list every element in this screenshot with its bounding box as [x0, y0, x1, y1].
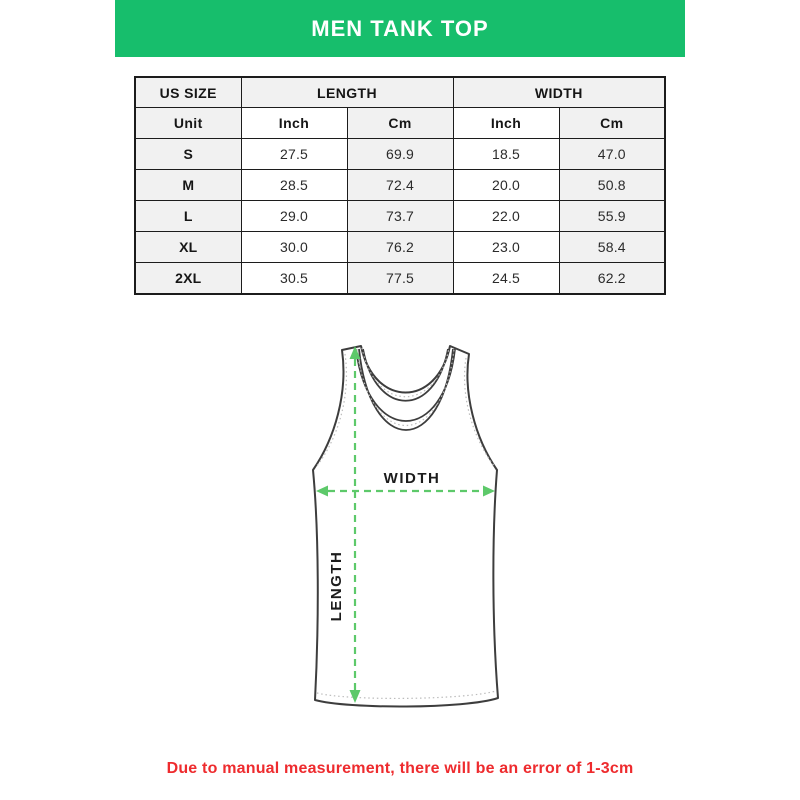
unit-header-cell: Unit: [135, 108, 241, 139]
width-inch-header-cell: Inch: [453, 108, 559, 139]
size-cell: S: [135, 139, 241, 170]
length-label: LENGTH: [328, 550, 345, 622]
width-cm-cell: 50.8: [559, 170, 665, 201]
width-cm-header-cell: Cm: [559, 108, 665, 139]
table-row-l: [135, 201, 665, 232]
table-row-s: [135, 139, 665, 170]
length-cm-cell: 77.5: [347, 263, 453, 295]
table-row-2xl: [135, 263, 665, 295]
col-header-length: LENGTH: [241, 77, 453, 108]
size-cell: M: [135, 170, 241, 201]
width-inch-cell: 18.5: [453, 139, 559, 170]
length-cm-cell: 76.2: [347, 232, 453, 263]
page-title: MEN TANK TOP: [311, 15, 489, 41]
length-inch-cell: 27.5: [241, 139, 347, 170]
length-inch-cell: 29.0: [241, 201, 347, 232]
size-cell: 2XL: [135, 263, 241, 295]
size-cell: XL: [135, 232, 241, 263]
width-cm-cell: 55.9: [559, 201, 665, 232]
table-group-header-row: [135, 77, 665, 108]
measurement-disclaimer: Due to manual measurement, there will be an error of 1-3cm: [166, 760, 634, 777]
width-inch-cell: 22.0: [453, 201, 559, 232]
length-cm-cell: 73.7: [347, 201, 453, 232]
length-cm-cell: 72.4: [347, 170, 453, 201]
width-cm-cell: 58.4: [559, 232, 665, 263]
length-cm-cell: 69.9: [347, 139, 453, 170]
col-header-us-size: US SIZE: [135, 77, 241, 108]
length-inch-cell: 28.5: [241, 170, 347, 201]
measurement-diagram: [270, 333, 540, 725]
length-cm-header-cell: Cm: [347, 108, 453, 139]
size-chart-table: [134, 76, 666, 295]
length-inch-cell: 30.5: [241, 263, 347, 295]
table-row-xl: [135, 232, 665, 263]
width-inch-cell: 23.0: [453, 232, 559, 263]
width-label: WIDTH: [383, 470, 441, 487]
width-inch-cell: 20.0: [453, 170, 559, 201]
length-inch-cell: 30.0: [241, 232, 347, 263]
width-cm-cell: 47.0: [559, 139, 665, 170]
size-cell: L: [135, 201, 241, 232]
width-inch-cell: 24.5: [453, 263, 559, 295]
title-banner: [115, 0, 685, 57]
col-header-width: WIDTH: [453, 77, 665, 108]
table-row-m: [135, 170, 665, 201]
length-inch-header-cell: Inch: [241, 108, 347, 139]
table-unit-row: [135, 108, 665, 139]
width-cm-cell: 62.2: [559, 263, 665, 295]
tank-top-diagram: [270, 333, 540, 725]
